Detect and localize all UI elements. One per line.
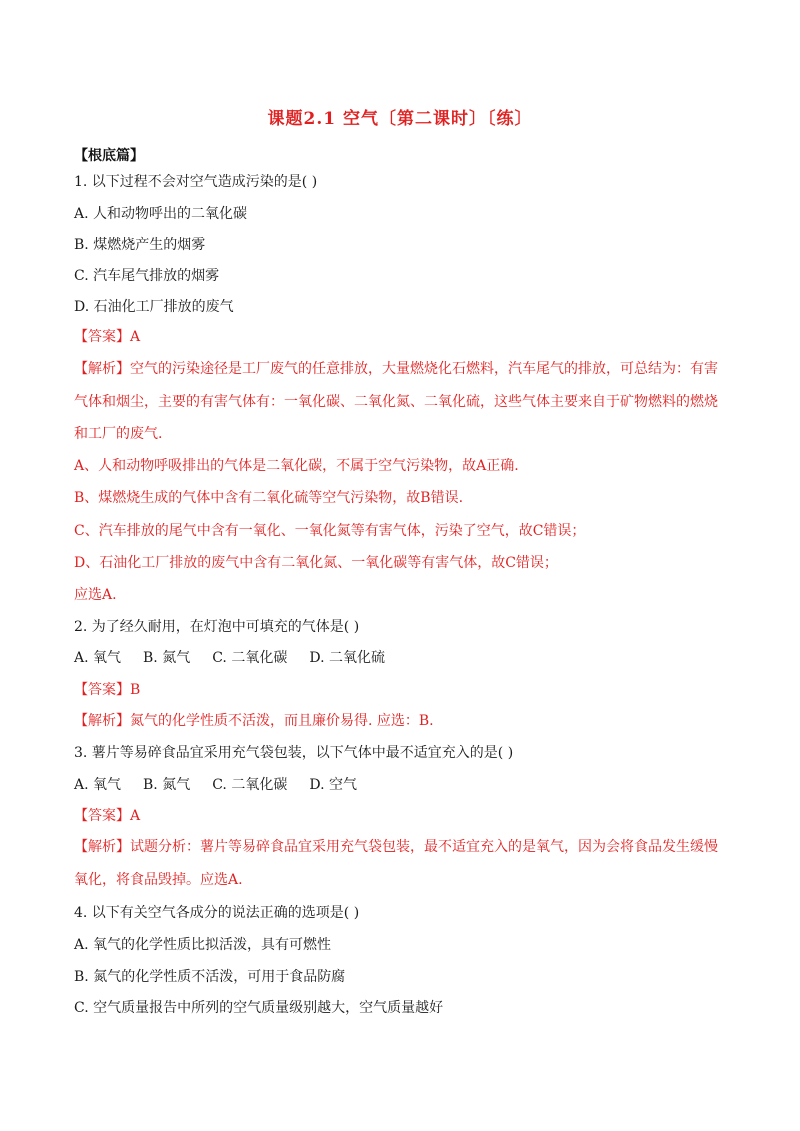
question-2-options xyxy=(74,648,740,668)
question-1-answer: 【答案】A xyxy=(74,329,141,345)
question-3-stem: 3. 薯片等易碎食品宜采用充气袋包装，以下气体中最不适宜充入的是( ) xyxy=(74,745,514,761)
question-1-analysis-line: B、煤燃烧生成的气体中含有二氧化硫等空气污染物，故B错误. xyxy=(74,490,464,506)
question-1-analysis-line: A、人和动物呼吸排出的气体是二氧化碳，不属于空气污染物，故A正确. xyxy=(74,458,519,474)
question-1-analysis-line: D、石油化工厂排放的废气中含有二氧化氮、一氧化碳等有害气体，故C错误； xyxy=(74,555,558,571)
question-2-answer: 【答案】B xyxy=(74,682,141,698)
question-2-option-b: B. 氮气 xyxy=(143,650,191,666)
question-1-analysis-line: C、汽车排放的尾气中含有一氧化、一氧化氮等有害气体，污染了空气，故C错误； xyxy=(74,523,586,539)
question-2-option-d: D. 二氧化硫 xyxy=(309,650,385,666)
question-1-stem: 1. 以下过程不会对空气造成污染的是( ) xyxy=(74,174,318,190)
question-4-option-c: C. 空气质量报告中所列的空气质量级别越大，空气质量越好 xyxy=(74,1000,444,1016)
question-2-option-c: C. 二氧化碳 xyxy=(212,650,288,666)
question-3-option-b: B. 氮气 xyxy=(143,777,191,793)
question-3-answer: 【答案】A xyxy=(74,808,141,824)
question-3-option-d: D. 空气 xyxy=(309,777,357,793)
question-1-option-b: B. 煤燃烧产生的烟雾 xyxy=(74,237,206,253)
question-1-option-d: D. 石油化工厂排放的废气 xyxy=(74,299,234,315)
question-1-option-c: C. 汽车尾气排放的烟雾 xyxy=(74,268,220,284)
question-2-option-a: A. 氧气 xyxy=(74,650,122,666)
page-title: 课题2.1 空气〔第二课时〕〔练〕 xyxy=(267,109,533,129)
question-4-option-a: A. 氧气的化学性质比拟活泼，具有可燃性 xyxy=(74,937,332,953)
question-1-option-a: A. 人和动物呼出的二氧化碳 xyxy=(74,206,248,222)
question-3-analysis-line: 【解析】试题分析：薯片等易碎食品宜采用充气袋包装，最不适宜充入的是氧气，因为会将食品发生缓慢 xyxy=(74,839,718,855)
question-1-conclusion: 应选A. xyxy=(74,587,117,603)
question-1-analysis-line: 【解析】空气的污染途径是工厂废气的任意排放，大量燃烧化石燃料，汽车尾气的排放，可总结为：有害 xyxy=(74,361,718,377)
question-3-option-a: A. 氧气 xyxy=(74,777,122,793)
question-3-options xyxy=(74,775,740,795)
question-2-stem: 2. 为了经久耐用，在灯泡中可填充的气体是( ) xyxy=(74,619,360,635)
question-2-analysis-line: 【解析】氮气的化学性质不活泼，而且廉价易得. 应选：B. xyxy=(74,713,434,729)
question-4-option-b: B. 氮气的化学性质不活泼，可用于食品防腐 xyxy=(74,969,346,985)
question-1-analysis-line: 气体和烟尘，主要的有害气体有：一氧化碳、二氧化氮、二氧化硫，这些气体主要来自于矿物燃料的燃烧 xyxy=(74,394,718,410)
question-4-stem: 4. 以下有关空气各成分的说法正确的选项是( ) xyxy=(74,905,360,921)
section-heading: 【根底篇】 xyxy=(74,148,144,164)
question-1-analysis-line: 和工厂的废气. xyxy=(74,426,163,442)
question-3-option-c: C. 二氧化碳 xyxy=(212,777,288,793)
question-3-analysis-line: 氧化，将食品毁掉。应选A. xyxy=(74,872,243,888)
